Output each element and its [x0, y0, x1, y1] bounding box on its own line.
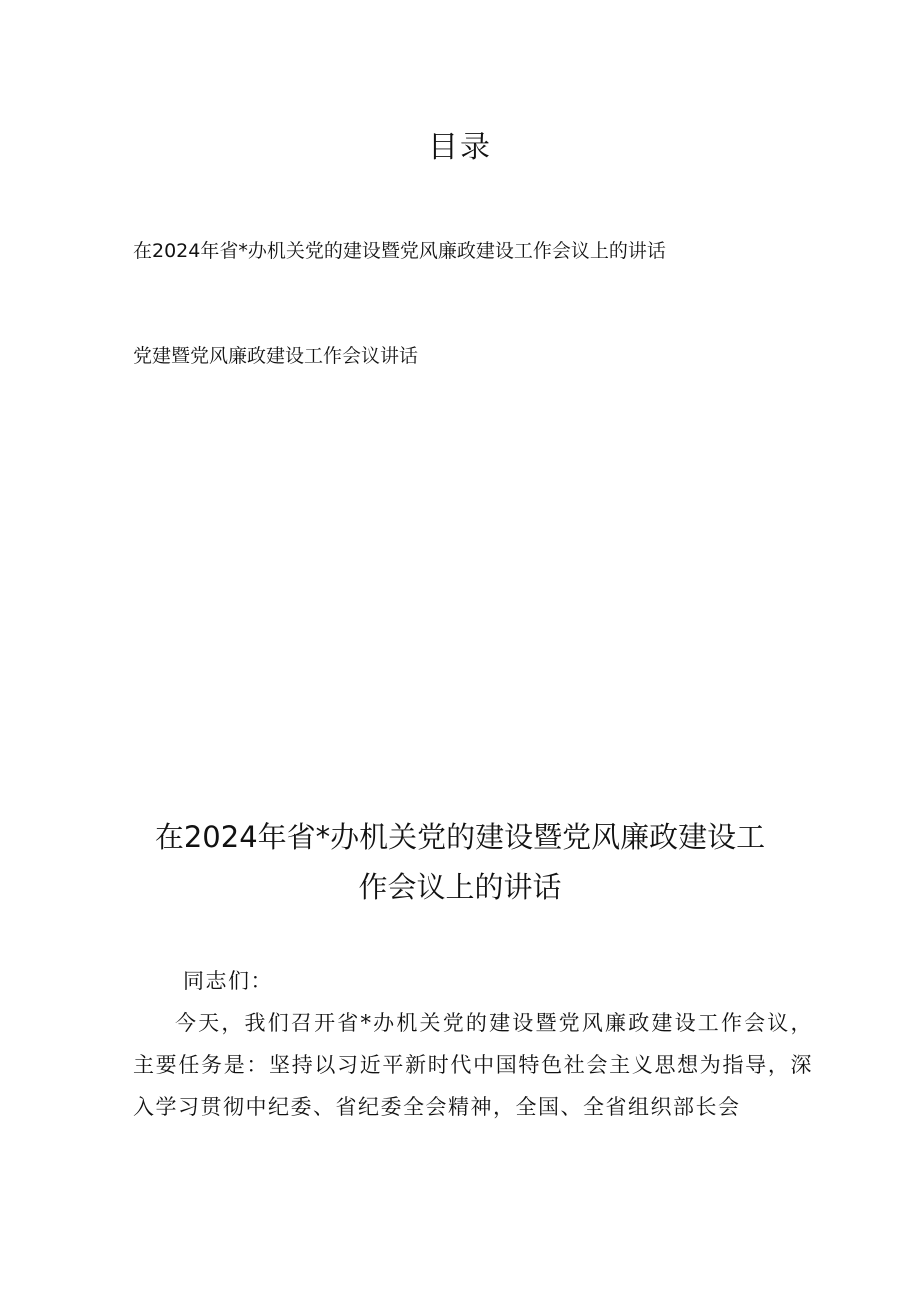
salutation: 同志们：	[183, 969, 273, 993]
document-title-line-2: 作会议上的讲话	[358, 870, 562, 904]
toc-entry-1[interactable]: 在2024年省*办机关党的建设暨党风廉政建设工作会议上的讲话	[133, 240, 666, 262]
toc-entry-2[interactable]: 党建暨党风廉政建设工作会议讲话	[133, 345, 419, 367]
body-paragraph-1: 今天，我们召开省*办机关党的建设暨党风廉政建设工作会议，主要任务是：坚持以习近平新时代中国特色社会主义思想为指导，深入学习贯彻中纪委、省纪委全会精神，全国、全省组织部长会	[133, 1011, 813, 1119]
document-title	[100, 812, 820, 912]
toc-title: 目录	[428, 130, 492, 165]
document-title-line-1: 在2024年省*办机关党的建设暨党风廉政建设工	[154, 820, 766, 854]
